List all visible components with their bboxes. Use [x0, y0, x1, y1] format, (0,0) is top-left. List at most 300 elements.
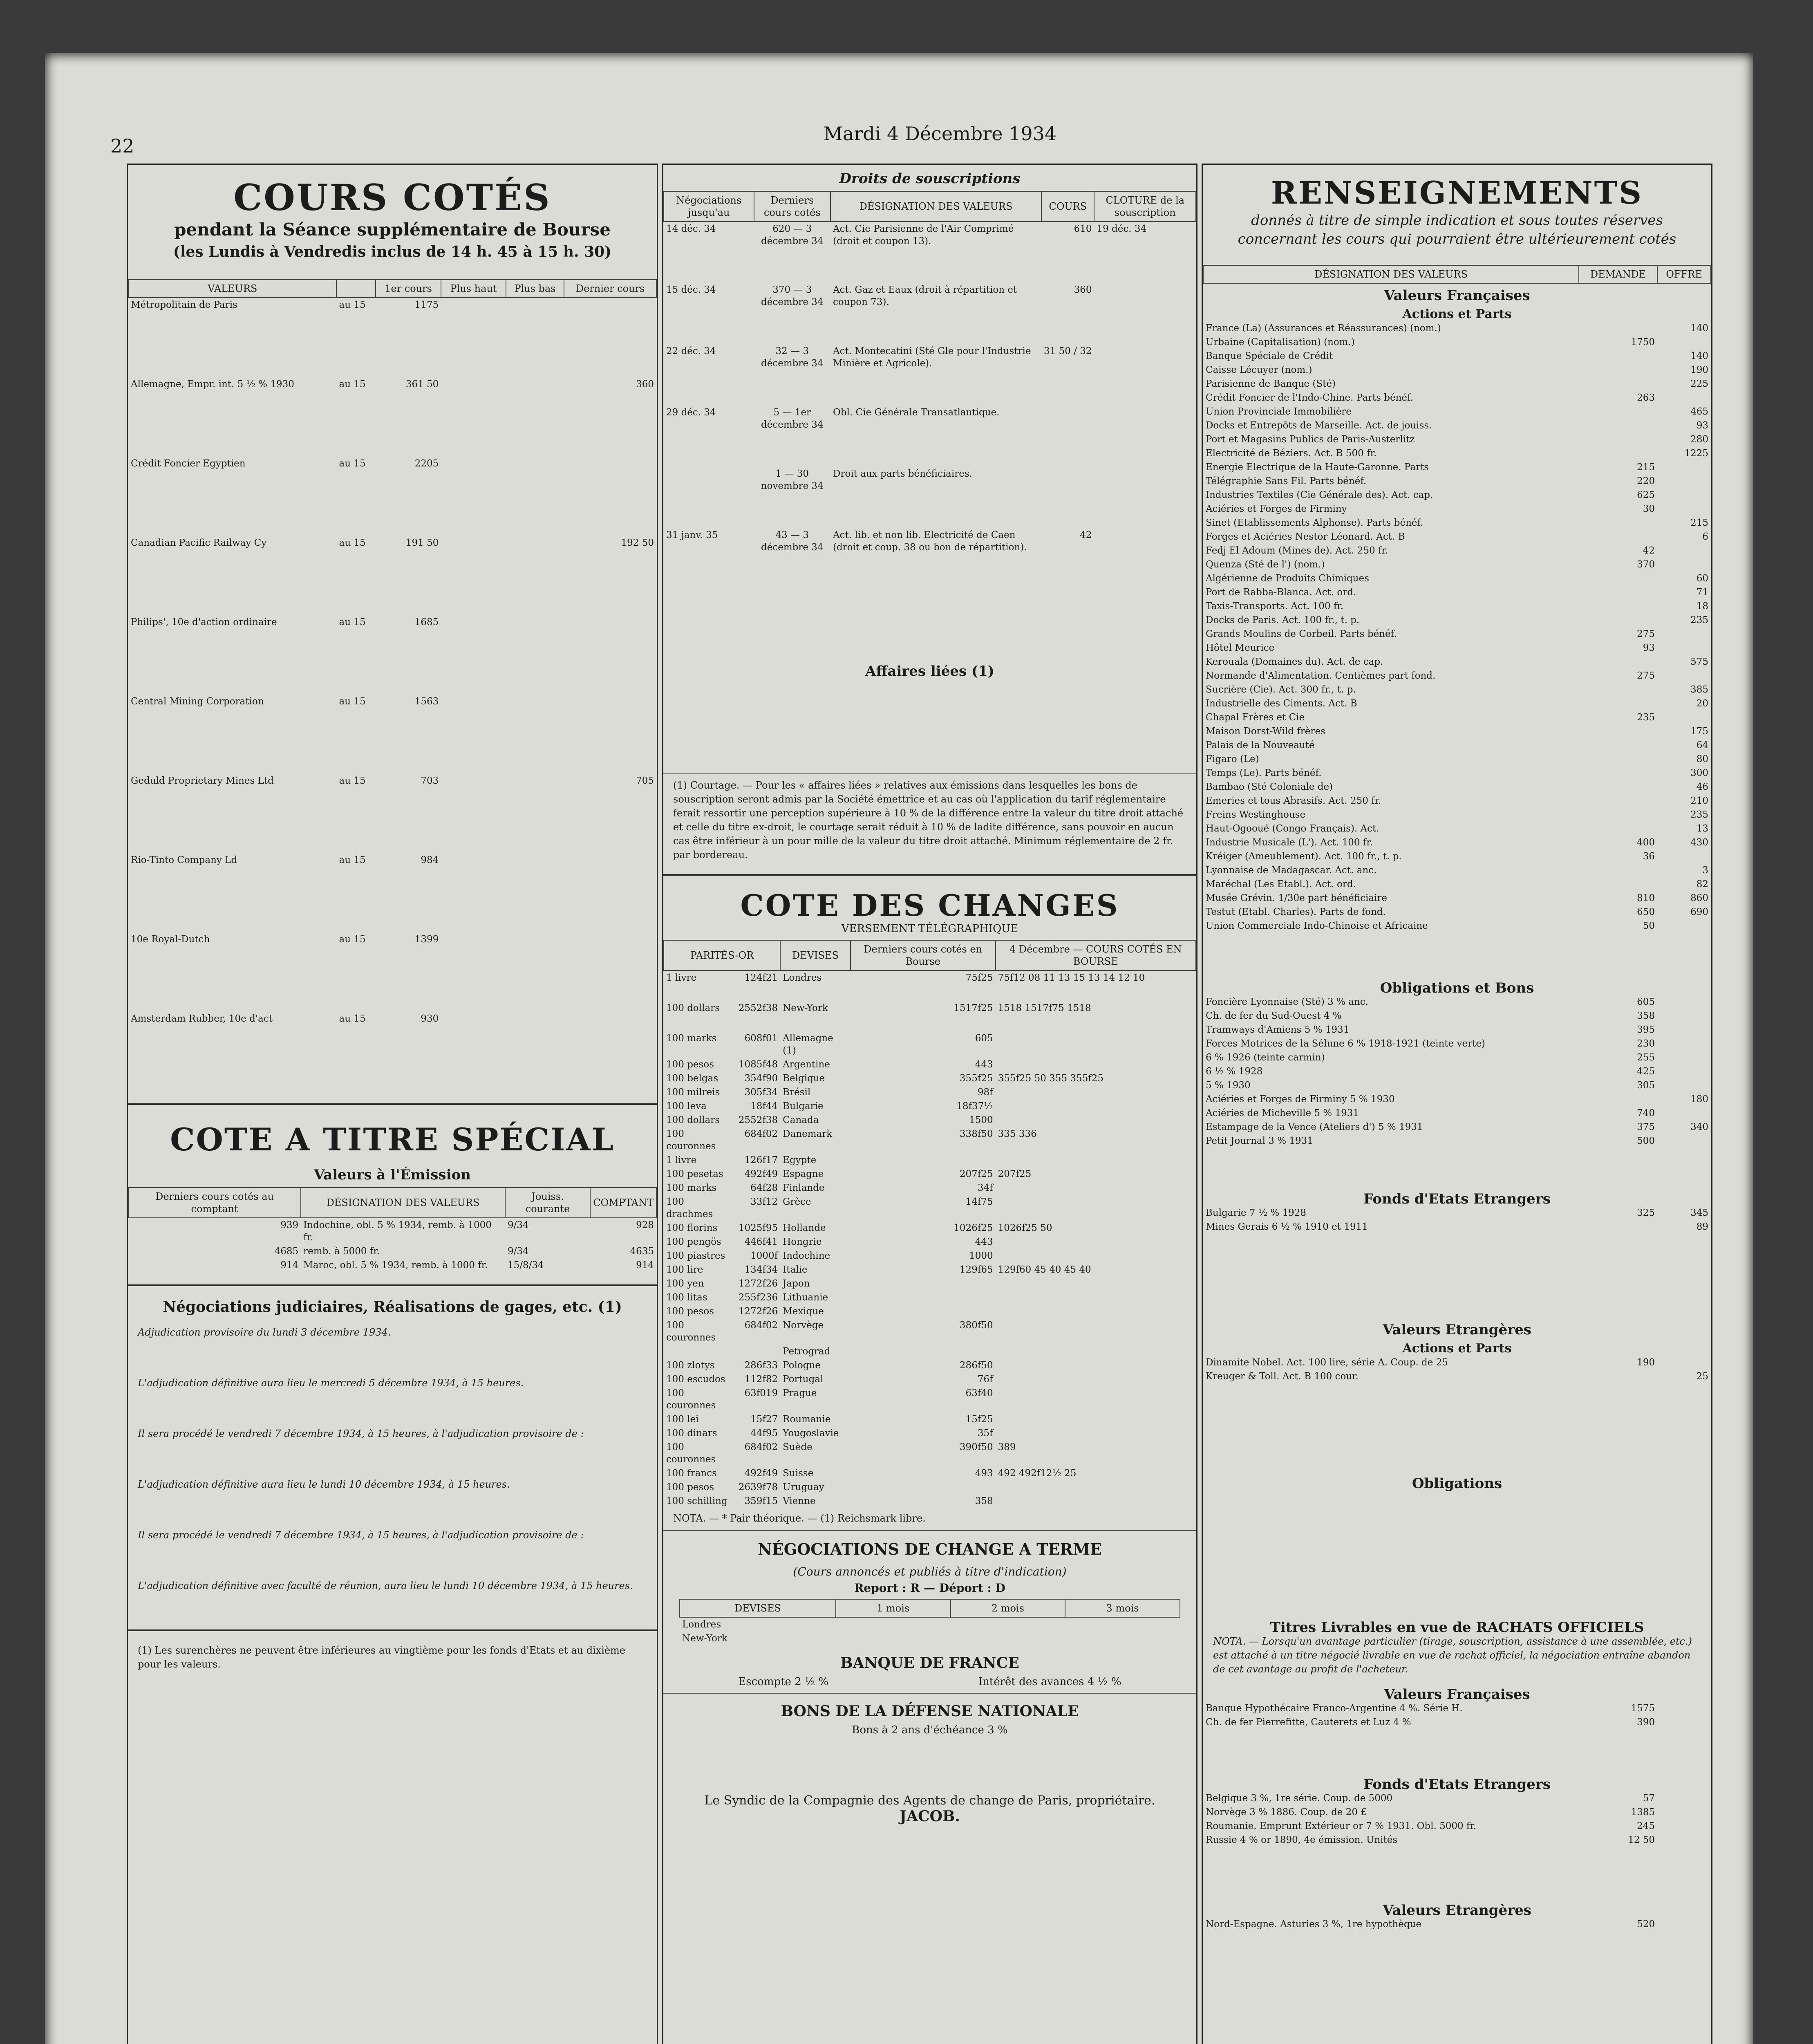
column-cours-cotes: [127, 164, 658, 2044]
parite-valeur: 354f90: [744, 1073, 778, 1084]
table-row: [1203, 1092, 1711, 1106]
demande: [1579, 1092, 1657, 1106]
dernier-cours: 370 — 3 décembre 34: [761, 285, 824, 307]
table-row: [664, 1221, 1196, 1235]
footnote: (1) Les surenchères ne peuvent être inférieures au vingtième pour les fonds d'Etats et au dixième pour les valeurs.: [138, 1645, 626, 1670]
cours-du-jour: [996, 1235, 1196, 1249]
designation: Ch. de fer du Sud-Ouest 4 %: [1206, 1011, 1342, 1021]
designation: 5 % 1930: [1206, 1080, 1251, 1091]
demande: 305: [1637, 1080, 1655, 1091]
cloture: [1094, 467, 1196, 528]
table-row: [664, 1480, 1196, 1494]
dernier-cours: 358: [975, 1496, 993, 1506]
page-number: 22: [110, 135, 134, 157]
valeur-name: Crédit Foncier Egyptien: [131, 458, 246, 469]
col-header: VALEURS: [128, 280, 336, 298]
demande: [1579, 349, 1657, 363]
parite-valeur: 33f12: [750, 1197, 778, 1207]
parite: 100 dollars: [666, 1115, 720, 1125]
offre: 6: [1702, 531, 1708, 542]
offre: [1657, 1134, 1711, 1148]
table-row: [1203, 460, 1711, 474]
demande: [1579, 516, 1657, 530]
offre: 465: [1690, 406, 1708, 417]
dernier-cours: [564, 932, 656, 946]
table-row: [1203, 1819, 1711, 1833]
table-row: [1203, 766, 1711, 780]
demande: 50: [1643, 921, 1655, 931]
offre: [1657, 641, 1711, 655]
offre: [1657, 391, 1711, 405]
designation: Act. Gaz et Eaux (droit à répartition et coupon 73).: [833, 285, 1017, 307]
premier-cours: 1175: [414, 300, 439, 310]
designation: Aciéries de Micheville 5 % 1931: [1206, 1108, 1359, 1118]
parite: 100 pesos: [666, 1482, 714, 1493]
col-header: 1er cours: [376, 280, 441, 298]
designation: Quenza (Sté de l') (nom.): [1206, 559, 1325, 570]
cours: 31 50 / 32: [1044, 346, 1092, 356]
premier-cours: 191 50: [405, 538, 439, 548]
table-row: [1203, 724, 1711, 738]
table-row: [128, 615, 656, 629]
table-row: [1203, 1037, 1711, 1051]
cours-du-jour: 1518 1517f75 1518: [998, 1003, 1091, 1013]
premier-cours: 2205: [414, 458, 439, 469]
parite-valeur: 112f82: [744, 1374, 778, 1385]
comptant: 928: [636, 1220, 654, 1230]
table-row: [1203, 780, 1711, 794]
demande: 625: [1637, 490, 1655, 500]
valeur-term: au 15: [339, 458, 366, 469]
changes-table: [663, 940, 1196, 1508]
plus-haut: [441, 774, 506, 788]
cours-du-jour: [996, 1085, 1196, 1099]
offre: [1657, 1106, 1711, 1120]
dernier-cours: [851, 1153, 996, 1167]
demande: [1579, 585, 1657, 599]
designation: Nord-Espagne. Asturies 3 %, 1re hypothèque: [1206, 1919, 1421, 1930]
table-row: [1203, 1805, 1711, 1819]
cours-du-jour: [996, 1099, 1196, 1113]
designation: Sinet (Etablissements Alphonse). Parts bénéf.: [1206, 518, 1424, 528]
parite: 1 livre: [666, 1155, 697, 1165]
table-row: [1203, 585, 1711, 599]
devise: Suisse: [783, 1468, 814, 1479]
devise: Londres: [783, 973, 822, 983]
table-row: [664, 1167, 1196, 1181]
designation: Norvège 3 % 1886. Coup. de 20 £: [1206, 1807, 1367, 1818]
demande: [1579, 794, 1657, 808]
col-header: DEMANDE: [1579, 265, 1657, 283]
table-row: [664, 344, 1196, 406]
parite: 100 lire: [666, 1264, 703, 1275]
designation: Electricité de Béziers. Act. B 500 fr.: [1206, 448, 1377, 459]
parite-valeur: 1025f95: [738, 1223, 778, 1233]
valeur-term: au 15: [339, 855, 366, 865]
plus-haut: [441, 457, 506, 471]
plus-bas: [506, 853, 564, 867]
designation: Estampage de la Vence (Ateliers d') 5 % 1931: [1206, 1122, 1423, 1132]
parite-valeur: [736, 1345, 780, 1358]
col-header: Jouiss. courante: [505, 1188, 590, 1218]
premier-cours: 984: [421, 855, 439, 865]
table-row: [664, 1277, 1196, 1291]
premier-cours: 1685: [414, 617, 439, 628]
table-row: [664, 1440, 1196, 1466]
parite: 100 pesos: [666, 1059, 714, 1070]
col-header: 1 mois: [836, 1599, 951, 1617]
demande: [1579, 697, 1657, 710]
judicial-title: Négociations judiciaires, Réalisations de gages, etc. (1): [163, 1298, 622, 1316]
devise: New-York: [783, 1003, 828, 1013]
designation: Banque Spéciale de Crédit: [1206, 351, 1333, 361]
premier-cours: 1399: [414, 934, 439, 945]
designation: Aciéries et Forges de Firminy 5 % 1930: [1206, 1094, 1395, 1105]
dernier-cours: [564, 298, 656, 312]
dernier-cours: 76f: [977, 1374, 993, 1385]
offre: 340: [1690, 1122, 1708, 1132]
table-row: [1203, 419, 1711, 433]
cours-du-jour: [996, 1345, 1196, 1358]
dernier-cours: 380f50: [959, 1320, 993, 1331]
cours-du-jour: [996, 1058, 1196, 1071]
table-row: [1203, 599, 1711, 613]
offre: [1657, 1805, 1711, 1819]
table-row: [1203, 1023, 1711, 1037]
designation: Fedj El Adoum (Mines de). Act. 250 fr.: [1206, 545, 1388, 556]
valeur-term: au 15: [339, 934, 366, 945]
table-row: [664, 406, 1196, 467]
dernier-cours: 914: [280, 1260, 299, 1271]
designation: Emeries et tous Abrasifs. Act. 250 fr.: [1206, 796, 1381, 806]
designation: France (La) (Assurances et Réassurances) (nom.): [1206, 323, 1441, 334]
parite-valeur: 134f34: [744, 1264, 778, 1275]
offre: [1657, 1037, 1711, 1051]
designation: Russie 4 % or 1890, 4e émission. Unités: [1206, 1835, 1398, 1845]
table-row: [1203, 794, 1711, 808]
table-row: [128, 695, 656, 708]
demande: 190: [1637, 1357, 1655, 1368]
table-row: [1203, 405, 1711, 419]
parite-valeur: 608f01: [744, 1033, 778, 1044]
plus-haut: [441, 853, 506, 867]
cote-titre-special-title: COTE A TITRE SPÉCIAL: [170, 1121, 615, 1158]
cours-du-jour: 207f25: [998, 1169, 1032, 1179]
parite-valeur: 64f28: [750, 1183, 778, 1193]
column-renseignements: [1202, 164, 1712, 2044]
devise: Belgique: [783, 1073, 825, 1084]
renseignements-table: [1203, 265, 1711, 1931]
parite-valeur: 492f49: [744, 1468, 778, 1479]
designation: Foncière Lyonnaise (Sté) 3 % anc.: [1206, 997, 1368, 1007]
cours-du-jour: [996, 1195, 1196, 1221]
offre: [1657, 558, 1711, 572]
offre: 93: [1696, 420, 1708, 431]
col-header: Dernier cours: [564, 280, 656, 298]
jouissance: 15/8/34: [507, 1260, 544, 1271]
parite: 100 pesos: [666, 1306, 714, 1317]
table-row: [1203, 502, 1711, 516]
table-row: [664, 1085, 1196, 1099]
dernier-cours: 35f: [977, 1428, 993, 1439]
judicial-line: L'adjudication définitive avec faculté de réunion, aura lieu le lundi 10 décembre 1934, à 15 heures.: [138, 1580, 633, 1591]
plus-haut: [441, 377, 506, 391]
dernier-cours: 18f37½: [956, 1101, 993, 1112]
table-row: [664, 222, 1196, 283]
dernier-cours: 1517f25: [954, 1003, 993, 1013]
offre: [1657, 1051, 1711, 1065]
valeur-term: au 15: [339, 696, 366, 707]
table-row: [1203, 808, 1711, 822]
dernier-cours: 32 — 3 décembre 34: [761, 346, 824, 369]
table-row: [128, 853, 656, 867]
table-row: [664, 1113, 1196, 1127]
offre: 235: [1690, 615, 1708, 625]
plus-bas: [506, 457, 564, 471]
demande: [1579, 1369, 1657, 1383]
offre: [1657, 1715, 1711, 1729]
table-row: [664, 1412, 1196, 1426]
col-header: OFFRE: [1657, 265, 1711, 283]
valeur-term: au 15: [339, 617, 366, 628]
section-heading: Valeurs Etrangères: [1383, 1902, 1531, 1918]
section-heading: Valeurs Françaises: [1384, 287, 1530, 304]
designation: Petit Journal 3 % 1931: [1206, 1136, 1313, 1146]
designation: remb. à 5000 fr.: [303, 1246, 380, 1257]
dernier-cours: [851, 1480, 996, 1494]
demande: 520: [1637, 1919, 1655, 1930]
valeur-term: au 15: [339, 775, 366, 786]
table-row: [1203, 752, 1711, 766]
table-row: [1203, 474, 1711, 488]
parite-valeur: 63f019: [744, 1388, 778, 1399]
plus-bas: [506, 377, 564, 391]
dernier-cours: 15f25: [965, 1414, 993, 1425]
designation: Banque Hypothécaire Franco-Argentine 4 %. Série H.: [1206, 1703, 1463, 1714]
table-row: [1203, 1078, 1711, 1092]
offre: [1657, 1009, 1711, 1023]
designation: Taxis-Transports. Act. 100 fr.: [1206, 601, 1344, 612]
parite-valeur: 1272f26: [738, 1278, 778, 1289]
table-row: [1203, 349, 1711, 363]
col-header: PARITÉS-OR: [664, 940, 780, 970]
demande: 500: [1637, 1136, 1655, 1146]
cloture: [1094, 406, 1196, 467]
valeur-term: au 15: [339, 300, 366, 310]
demande: 1385: [1631, 1807, 1655, 1818]
demande: 1750: [1631, 337, 1655, 347]
premier-cours: 703: [421, 775, 439, 786]
comptant: 4635: [630, 1246, 654, 1257]
table-row: [664, 1181, 1196, 1195]
designation: Belgique 3 %, 1re série. Coup. de 5000: [1206, 1793, 1393, 1804]
parite: 100 escudos: [666, 1374, 725, 1385]
droits-table: [663, 191, 1196, 589]
devise: Italie: [783, 1264, 808, 1275]
table-row: [1203, 335, 1711, 349]
parite-valeur: 1085f48: [738, 1059, 778, 1070]
table-row: [664, 1071, 1196, 1085]
designation: Forges et Aciéries Nestor Léonard. Act. B: [1206, 531, 1405, 542]
offre: 140: [1690, 351, 1708, 361]
cours-du-jour: 355f25 50 355 355f25: [998, 1073, 1104, 1084]
judicial-line: L'adjudication définitive aura lieu le mercredi 5 décembre 1934, à 15 heures.: [138, 1377, 524, 1389]
parite-valeur: 286f33: [744, 1360, 778, 1371]
designation: Sucrière (Cie). Act. 300 fr., t. p.: [1206, 684, 1356, 695]
demande: [1579, 724, 1657, 738]
offre: 46: [1696, 782, 1708, 792]
table-row: [1203, 1701, 1711, 1715]
parite: 100 couronnes: [666, 1320, 716, 1343]
cours-cotes-table: [128, 279, 657, 1091]
parite-valeur: 684f02: [744, 1320, 778, 1331]
parite-valeur: 18f44: [750, 1101, 778, 1112]
designation: Forces Motrices de la Sélune 6 % 1918-1921 (teinte verte): [1206, 1038, 1485, 1049]
plus-bas: [506, 695, 564, 708]
devise: Brésil: [783, 1087, 811, 1098]
dernier-cours: 75f25: [965, 973, 993, 983]
designation: Crédit Foncier de l'Indo-Chine. Parts bénéf.: [1206, 392, 1413, 403]
col-header: Plus haut: [441, 280, 506, 298]
valeur-term: au 15: [339, 538, 366, 548]
table-row: [664, 1494, 1196, 1508]
demande: 390: [1637, 1717, 1655, 1728]
designation: 6 ½ % 1928: [1206, 1066, 1263, 1077]
devise: Prague: [783, 1388, 817, 1399]
dernier-cours: 620 — 3 décembre 34: [761, 224, 824, 247]
cours-du-jour: 492 492f12½ 25: [998, 1468, 1077, 1479]
designation: Freins Westinghouse: [1206, 809, 1306, 820]
dernier-cours: 286f50: [959, 1360, 993, 1371]
offre: [1657, 710, 1711, 724]
syndic: Le Syndic de la Compagnie des Agents de change de Paris, propriétaire.: [704, 1793, 1155, 1808]
table-row: [664, 467, 1196, 528]
valeurs-emission-title: Valeurs à l'Émission: [313, 1167, 471, 1183]
table-row: [1203, 516, 1711, 530]
col-header: Plus bas: [506, 280, 564, 298]
plus-bas: [506, 774, 564, 788]
offre: 20: [1696, 698, 1708, 709]
table-row: [1203, 891, 1711, 905]
devise: Petrograd: [783, 1346, 830, 1357]
renseignements-subtitle: donnés à titre de simple indication et sous toutes réserves concernant les cours qui pourraient être ultérieurement cotés: [1238, 212, 1676, 247]
parite: 100 leva: [666, 1101, 707, 1112]
designation: Port et Magasins Publics de Paris-Austerlitz: [1206, 434, 1415, 445]
cours-du-jour: [996, 1153, 1196, 1167]
table-row: [1203, 1917, 1711, 1931]
section-heading: Obligations: [1412, 1475, 1502, 1492]
designation: Tramways d'Amiens 5 % 1931: [1206, 1024, 1350, 1035]
cours-du-jour: 335 336: [998, 1129, 1037, 1139]
section-heading: Actions et Parts: [1402, 1341, 1512, 1356]
dernier-cours: [564, 853, 656, 867]
table-row: [664, 283, 1196, 344]
offre: [1657, 1065, 1711, 1078]
cours: 42: [1080, 530, 1092, 540]
cours-cotes-subtitle: pendant la Séance supplémentaire de Bourse: [174, 220, 611, 240]
parite: 1 livre: [666, 973, 697, 983]
dernier-cours: 493: [975, 1468, 993, 1479]
premier-cours: 1563: [414, 696, 439, 707]
dernier-cours: 207f25: [959, 1169, 993, 1179]
table-row: [1203, 530, 1711, 544]
demande: [1579, 433, 1657, 446]
table-row: [664, 1263, 1196, 1277]
changes-note: NOTA. — * Pair théorique. — (1) Reichsmark libre.: [673, 1513, 926, 1524]
cours-du-jour: [996, 1386, 1196, 1412]
jacob-signature: JACOB.: [900, 1808, 960, 1825]
col-header: 3 mois: [1065, 1599, 1180, 1617]
bons-line: Bons à 2 ans d'échéance 3 %: [852, 1724, 1008, 1736]
designation: Kreuger & Toll. Act. B 100 cour.: [1206, 1371, 1359, 1382]
table-row: [664, 1466, 1196, 1480]
parite-valeur: 2639f78: [738, 1482, 778, 1493]
col-header: Négociations jusqu'au: [664, 191, 754, 222]
dernier-cours: 5 — 1er décembre 34: [761, 407, 824, 430]
designation: Droit aux parts bénéficiaires.: [833, 468, 972, 479]
parite: 100 piastres: [666, 1251, 725, 1261]
demande: [1579, 405, 1657, 419]
judicial-line: Il sera procédé le vendredi 7 décembre 1934, à 15 heures, à l'adjudication provisoire de :: [138, 1428, 584, 1439]
offre: 300: [1690, 768, 1708, 778]
negociation-date: 29 déc. 34: [666, 407, 716, 418]
cours-du-jour: 389: [998, 1442, 1016, 1452]
dernier-cours: 34f: [977, 1183, 993, 1193]
designation: Hôtel Meurice: [1206, 643, 1275, 653]
table-row: [664, 1001, 1196, 1015]
cours-du-jour: [996, 1412, 1196, 1426]
cours-du-jour: [996, 1480, 1196, 1494]
parite-valeur: 2552f38: [738, 1115, 778, 1125]
demande: 215: [1637, 462, 1655, 473]
demande: [1579, 599, 1657, 613]
parite-valeur: 15f27: [750, 1414, 778, 1425]
parite: 100 litas: [666, 1292, 707, 1303]
designation: Palais de la Nouveauté: [1206, 740, 1315, 751]
parite-valeur: 44f95: [750, 1428, 778, 1439]
designation: Temps (Le). Parts bénéf.: [1206, 768, 1322, 778]
devise: Indochine: [783, 1251, 830, 1261]
valeur-name: 10e Royal-Dutch: [131, 934, 210, 945]
designation: Indochine, obl. 5 % 1934, remb. à 1000 fr.: [303, 1220, 492, 1243]
demande: 1575: [1631, 1703, 1655, 1714]
demande: [1579, 822, 1657, 836]
table-row: [1203, 822, 1711, 836]
offre: 860: [1690, 893, 1708, 903]
designation: Figaro (Le): [1206, 754, 1259, 764]
devise: Canada: [783, 1115, 819, 1125]
demande: [1579, 863, 1657, 877]
devise: Vienne: [783, 1496, 816, 1506]
designation: Industries Textiles (Cie Générale des). Act. cap.: [1206, 490, 1433, 500]
table-row: [1203, 544, 1711, 558]
bons-title: BONS DE LA DÉFENSE NATIONALE: [781, 1703, 1079, 1720]
table-row: [128, 457, 656, 471]
designation: Maison Dorst-Wild frères: [1206, 726, 1325, 737]
cours: 610: [1074, 224, 1092, 234]
demande: [1579, 780, 1657, 794]
table-row: [1203, 1369, 1711, 1383]
parite: 100 couronnes: [666, 1388, 716, 1411]
designation: Industrie Musicale (L'). Act. 100 fr.: [1206, 837, 1373, 848]
cours-du-jour: [996, 1372, 1196, 1386]
cours-du-jour: [996, 1113, 1196, 1127]
valeur-name: Geduld Proprietary Mines Ltd: [131, 775, 274, 786]
col-header: DEVISES: [680, 1599, 836, 1617]
table-row: [1203, 836, 1711, 849]
devise: Uruguay: [783, 1482, 824, 1493]
cours-du-jour: 75f12 08 11 13 15 13 14 12 10: [998, 973, 1145, 983]
